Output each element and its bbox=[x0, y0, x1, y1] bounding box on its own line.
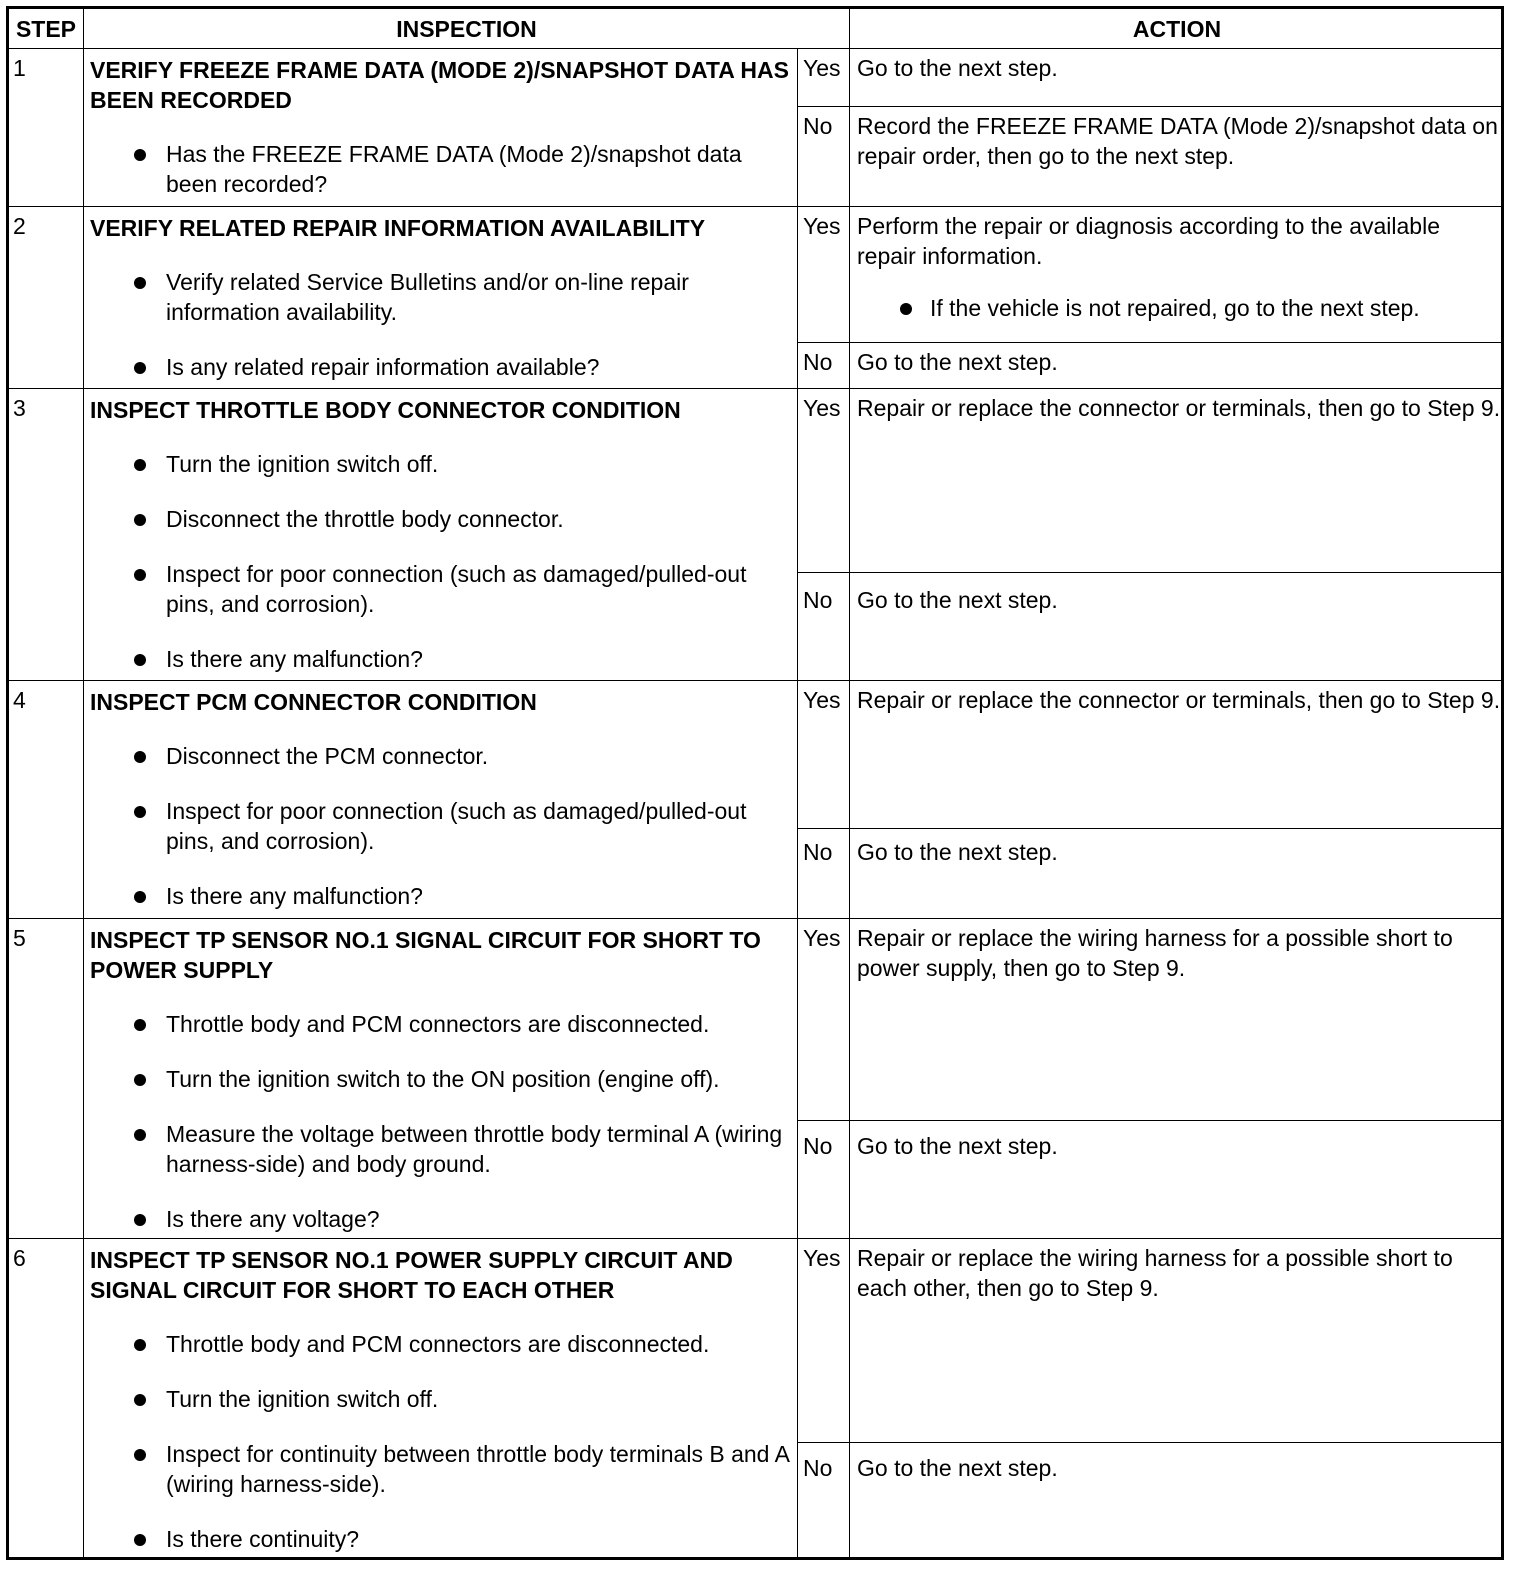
no-action: Go to the next step. bbox=[850, 829, 1504, 919]
inspection-bullet: Throttle body and PCM connectors are disconnected. bbox=[90, 1009, 789, 1039]
yes-action-cell bbox=[850, 207, 1504, 343]
yes-action: Go to the next step. bbox=[850, 49, 1504, 107]
inspection-bullet: Throttle body and PCM connectors are disconnected. bbox=[90, 1329, 789, 1359]
inspection-bullet: Disconnect the PCM connector. bbox=[90, 741, 789, 771]
no-action: Go to the next step. bbox=[857, 1455, 1058, 1481]
inspection-bullet: Is there any voltage? bbox=[90, 1204, 789, 1234]
no-label: No bbox=[798, 107, 850, 207]
inspection-bullet: Measure the voltage between throttle body terminal A (wiring harness-side) and body ground. bbox=[90, 1119, 789, 1179]
inspection-bullet: Is there any malfunction? bbox=[90, 881, 789, 911]
yes-action-sub-bullet: If the vehicle is not repaired, go to the next step. bbox=[857, 293, 1504, 323]
yes-label: Yes bbox=[798, 49, 850, 107]
inspection-cell bbox=[84, 1239, 798, 1557]
step-number: 3 bbox=[9, 389, 84, 681]
inspection-bullet: Inspect for poor connection (such as damaged/pulled-out pins, and corrosion). bbox=[90, 559, 789, 619]
header-inspection: INSPECTION bbox=[84, 9, 850, 49]
inspection-cell bbox=[84, 389, 798, 681]
inspection-title: INSPECT TP SENSOR NO.1 POWER SUPPLY CIRCUIT AND SIGNAL CIRCUIT FOR SHORT TO EACH OTHER bbox=[90, 1247, 733, 1303]
no-label: No bbox=[798, 829, 850, 919]
inspection-bullet: Inspect for poor connection (such as damaged/pulled-out pins, and corrosion). bbox=[90, 796, 789, 856]
no-action: Record the FREEZE FRAME DATA (Mode 2)/snapshot data on repair order, then go to the next step. bbox=[850, 107, 1504, 207]
yes-action: Repair or replace the connector or terminals, then go to Step 9. bbox=[850, 681, 1504, 829]
inspection-bullet: Verify related Service Bulletins and/or on-line repair information availability. bbox=[90, 267, 789, 327]
inspection-bullet: Is there continuity? bbox=[90, 1524, 789, 1554]
no-label: No bbox=[798, 343, 850, 389]
inspection-title: VERIFY FREEZE FRAME DATA (MODE 2)/SNAPSHOT DATA HAS BEEN RECORDED bbox=[90, 57, 789, 113]
inspection-bullet: Is there any malfunction? bbox=[90, 644, 789, 674]
yes-action: Repair or replace the wiring harness for a possible short to power supply, then go to Step 9. bbox=[850, 919, 1504, 1121]
inspection-bullet: Disconnect the throttle body connector. bbox=[90, 504, 789, 534]
inspection-cell bbox=[84, 207, 798, 389]
inspection-title: INSPECT PCM CONNECTOR CONDITION bbox=[90, 689, 537, 715]
inspection-title: VERIFY RELATED REPAIR INFORMATION AVAILABILITY bbox=[90, 215, 706, 241]
inspection-title: INSPECT TP SENSOR NO.1 SIGNAL CIRCUIT FOR SHORT TO POWER SUPPLY bbox=[90, 927, 761, 983]
step-number: 1 bbox=[9, 49, 84, 207]
yes-action: Repair or replace the connector or terminals, then go to Step 9. bbox=[850, 389, 1504, 573]
inspection-bullet: Inspect for continuity between throttle body terminals B and A (wiring harness-side). bbox=[90, 1439, 789, 1499]
no-action: Go to the next step. bbox=[850, 343, 1504, 389]
inspection-cell bbox=[84, 919, 798, 1239]
no-label: No bbox=[798, 573, 850, 681]
yes-label: Yes bbox=[798, 919, 850, 1121]
step-number: 2 bbox=[9, 207, 84, 389]
yes-label: Yes bbox=[798, 1239, 850, 1443]
no-action: Go to the next step. bbox=[850, 573, 1504, 681]
yes-action: Perform the repair or diagnosis according to the available repair information. bbox=[857, 213, 1440, 269]
inspection-bullet: Turn the ignition switch off. bbox=[90, 449, 789, 479]
header-action: ACTION bbox=[850, 9, 1504, 49]
yes-action: Repair or replace the wiring harness for a possible short to each other, then go to Step 9. bbox=[850, 1239, 1504, 1443]
no-action: Go to the next step. bbox=[850, 1121, 1504, 1239]
yes-label: Yes bbox=[798, 389, 850, 573]
diagnostic-table bbox=[6, 6, 1504, 1560]
inspection-bullet: Is any related repair information available? bbox=[90, 352, 789, 382]
step-number: 6 bbox=[9, 1239, 84, 1557]
header-step: STEP bbox=[9, 9, 84, 49]
yes-label: Yes bbox=[798, 207, 850, 343]
no-label: No bbox=[798, 1121, 850, 1239]
no-label: No bbox=[798, 1443, 850, 1557]
yes-label: Yes bbox=[798, 681, 850, 829]
step-number: 4 bbox=[9, 681, 84, 919]
inspection-cell bbox=[84, 681, 798, 919]
inspection-title: INSPECT THROTTLE BODY CONNECTOR CONDITION bbox=[90, 397, 681, 423]
inspection-cell bbox=[84, 49, 798, 207]
inspection-bullet: Turn the ignition switch to the ON position (engine off). bbox=[90, 1064, 789, 1094]
step-number: 5 bbox=[9, 919, 84, 1239]
inspection-bullet: Turn the ignition switch off. bbox=[90, 1384, 789, 1414]
inspection-bullet: Has the FREEZE FRAME DATA (Mode 2)/snapshot data been recorded? bbox=[90, 139, 789, 199]
